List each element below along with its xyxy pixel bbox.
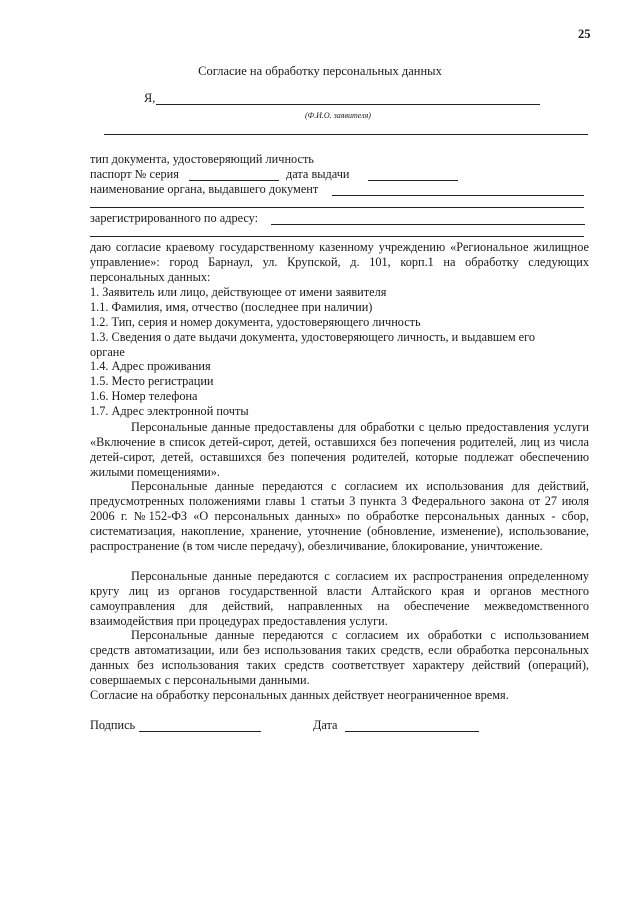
consent-intro: даю согласие краевому государственному казенному учреждению «Региональное жилищное управление»: город Барнаул, ул. Крупской, д. 101, корп.1 на обработку следующих персональных данных: bbox=[90, 240, 589, 284]
data-items-list bbox=[90, 285, 589, 419]
applicant-name-field[interactable] bbox=[156, 104, 540, 105]
applicant-hint: (Ф.И.О. заявителя) bbox=[305, 111, 371, 120]
validity-statement: Согласие на обработку персональных данных действует неограниченное время. bbox=[90, 688, 509, 702]
purpose-paragraph: Персональные данные предоставлены для обработки с целью предоставления услуги «Включение в список детей-сирот, детей, оставшихся без попечения родителей, лиц из числа детей-сирот, детей, оставшихся без попечения родителей, которые подлежат обеспечению жилыми помещениями». bbox=[90, 420, 589, 479]
list-item: 1.6. Номер телефона bbox=[90, 389, 198, 404]
signature-field[interactable] bbox=[139, 731, 261, 732]
passport-series-field[interactable] bbox=[189, 180, 279, 181]
list-item: 1.7. Адрес электронной почты bbox=[90, 404, 249, 419]
signature-label: Подпись bbox=[90, 718, 136, 732]
address-field-continued[interactable] bbox=[90, 236, 584, 237]
date-field[interactable] bbox=[345, 731, 479, 732]
distribution-paragraph: Персональные данные передаются с согласием их распространения определенному кругу лиц из органов государственной власти Алтайского края и органов местного самоуправления для действий, направленных на обеспечение межведомственного взаимодействия при процедурах предоставления услуги. bbox=[90, 569, 589, 628]
list-item: 1.1. Фамилия, имя, отчество (последнее при наличии) bbox=[90, 299, 373, 314]
issue-date-label: дата выдачи bbox=[286, 167, 350, 181]
actions-paragraph: Персональные данные передаются с согласием их использования для действий, предусмотренных положениями главы 1 статьи 3 пункта 3 Федерального закона от 27 июля 2006 г. №152-ФЗ «О персональных данных» по обработке персональных данных - сбор, систематизация, накопление, хранение, уточнение (обновление, изменение), использование, распространение (в том числе передачу), обезличивание, блокирование, уничтожение. bbox=[90, 479, 589, 553]
list-item: 1.2. Тип, серия и номер документа, удостоверяющего личность bbox=[90, 314, 421, 329]
address-field[interactable] bbox=[271, 224, 585, 225]
issuer-field[interactable] bbox=[332, 195, 584, 196]
list-item: 1. Заявитель или лицо, действующее от имени заявителя bbox=[90, 285, 387, 299]
list-item: 1.4. Адрес проживания bbox=[90, 359, 211, 374]
list-item: органе bbox=[90, 344, 125, 359]
applicant-prefix: Я, bbox=[144, 91, 156, 105]
applicant-name-field-continued[interactable] bbox=[104, 134, 588, 135]
page-number: 25 bbox=[578, 27, 591, 41]
issue-date-field[interactable] bbox=[368, 180, 458, 181]
doc-type-label: тип документа, удостоверяющий личность bbox=[90, 152, 314, 166]
automation-paragraph: Персональные данные передаются с согласием их обработки с использованием средств автоматизации, или без использования таких средств, если обработка персональных данных без использования таких средств соответствует характеру действий (операций), совершаемых с персональными данными. bbox=[90, 628, 589, 687]
issuer-label: наименование органа, выдавшего документ bbox=[90, 182, 319, 196]
list-item: 1.5. Место регистрации bbox=[90, 374, 214, 389]
passport-series-label: паспорт № серия bbox=[90, 167, 179, 181]
list-item: 1.3. Сведения о дате выдачи документа, удостоверяющего личность, и выдавшем его bbox=[90, 329, 536, 344]
document-title: Согласие на обработку персональных данных bbox=[198, 64, 442, 78]
issuer-field-continued[interactable] bbox=[90, 207, 584, 208]
address-label: зарегистрированного по адресу: bbox=[90, 211, 259, 225]
date-label: Дата bbox=[313, 718, 338, 732]
